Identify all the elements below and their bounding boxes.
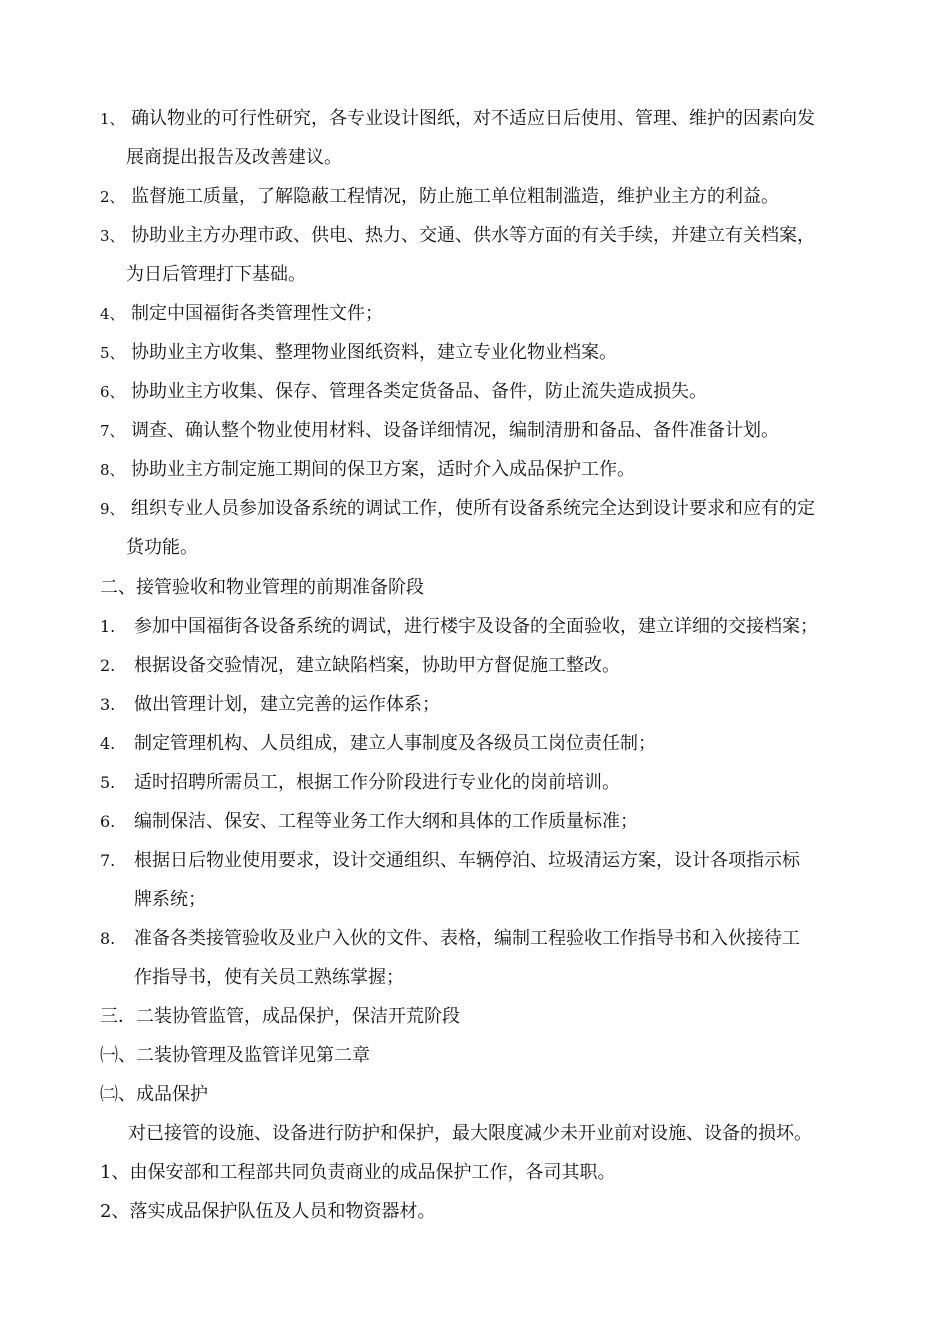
item-number: 6、 [100,383,125,401]
item-number: 4、 [100,305,125,323]
item-text-continuation: 牌系统； [134,889,206,910]
item-number: 7、 [100,422,125,440]
item-number: 1、 [100,110,125,128]
item-number: 7. [100,851,116,870]
item-text-continuation: 展商提出报告及改善建议。 [126,147,342,168]
item-number: 2. [100,656,116,675]
item-number: 1. [100,617,116,636]
item-text: 编制保洁、保安、工程等业务工作大纲和具体的工作质量标准； [134,811,638,832]
subsection-heading: ㈡、成品保护 [100,1084,208,1105]
item-text: 协助业主方办理市政、供电、热力、交通、供水等方面的有关手续，并建立有关档案， [131,225,815,246]
item-text: 参加中国福街各设备系统的调试，进行楼宇及设备的全面验收，建立详细的交接档案； [134,616,818,637]
item-number: 6. [100,812,116,831]
item-text: 做出管理计划，建立完善的运作体系； [134,694,440,715]
item-text: 适时招聘所需员工，根据工作分阶段进行专业化的岗前培训。 [134,772,620,793]
section-heading: 二、接管验收和物业管理的前期准备阶段 [100,577,424,598]
list-item: 1、由保安部和工程部共同负责商业的成品保护工作，各司其职。 [100,1162,616,1183]
item-text: 准备各类接管验收及业户入伙的文件、表格，编制工程验收工作指导书和入伙接待工 [134,928,800,949]
item-number: 8. [100,929,116,948]
item-text: 确认物业的可行性研究，各专业设计图纸，对不适应日后使用、管理、维护的因素向发 [131,108,815,129]
item-number: 5. [100,773,116,792]
item-text: 协助业主方收集、保存、管理各类定货备品、备件，防止流失造成损失。 [131,381,707,402]
item-text: 协助业主方制定施工期间的保卫方案，适时介入成品保护工作。 [131,459,635,480]
item-number: 8、 [100,461,125,479]
item-text: 根据日后物业使用要求，设计交通组织、车辆停泊、垃圾清运方案，设计各项指示标 [134,850,800,871]
section-heading: 三．二装协管监管，成品保护，保洁开荒阶段 [100,1006,460,1027]
item-text-continuation: 作指导书，使有关员工熟练掌握； [134,967,404,988]
paragraph: 对已接管的设施、设备进行防护和保护，最大限度减少未开业前对设施、设备的损坏。 [128,1123,812,1144]
item-number: 9、 [100,500,125,518]
item-text: 制定中国福街各类管理性文件； [131,303,383,324]
item-number: 5、 [100,344,125,362]
item-number: 3. [100,695,116,714]
item-number: 2、 [100,188,125,206]
subsection-heading: ㈠、二装协管理及监管详见第二章 [100,1045,370,1066]
item-text: 根据设备交验情况，建立缺陷档案，协助甲方督促施工整改。 [134,655,620,676]
item-number: 3、 [100,227,125,245]
item-text-continuation: 为日后管理打下基础。 [126,264,306,285]
list-item: 2、落实成品保护队伍及人员和物资器材。 [100,1201,436,1222]
item-text: 监督施工质量，了解隐蔽工程情况，防止施工单位粗制滥造，维护业主方的利益。 [131,186,779,207]
item-text-continuation: 货功能。 [126,537,198,558]
item-text: 调查、确认整个物业使用材料、设备详细情况，编制清册和备品、备件准备计划。 [131,420,779,441]
item-text: 组织专业人员参加设备系统的调试工作，使所有设备系统完全达到设计要求和应有的定 [131,498,815,519]
item-number: 4. [100,734,116,753]
item-text: 协助业主方收集、整理物业图纸资料，建立专业化物业档案。 [131,342,617,363]
item-text: 制定管理机构、人员组成，建立人事制度及各级员工岗位责任制； [134,733,656,754]
